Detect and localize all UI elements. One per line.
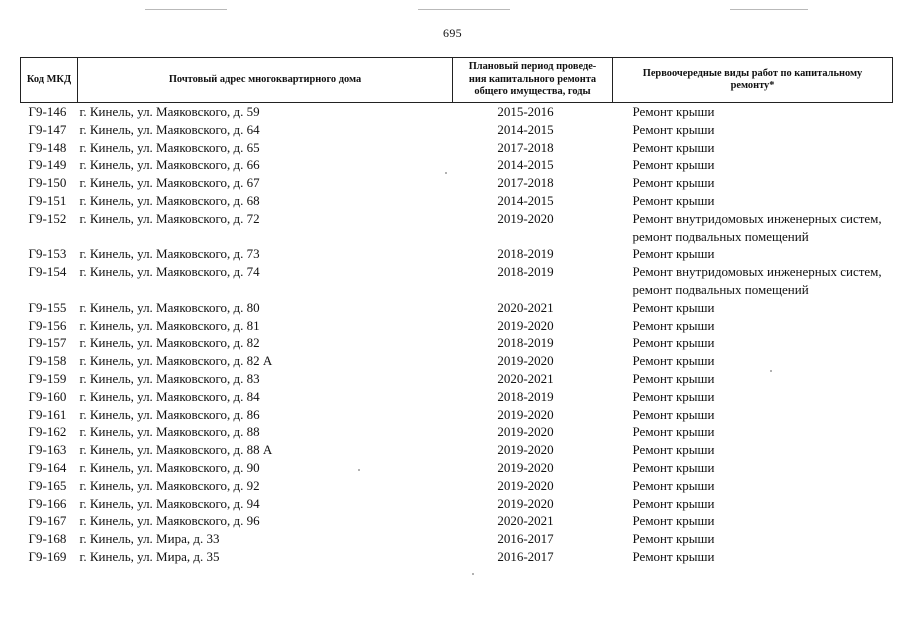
header-period-line: ния капитального ремонта (468, 73, 597, 85)
header-period-line: Плановый период проведе- (468, 61, 597, 73)
table-row (21, 423, 893, 441)
table-row (21, 388, 893, 406)
cell-period: 2019-2020 (497, 442, 554, 458)
table-row (21, 192, 893, 210)
cell-works (613, 352, 893, 370)
table-row (21, 263, 893, 299)
table-row (21, 352, 893, 370)
cell-address: г. Кинель, ул. Маяковского, д. 72 (79, 210, 260, 226)
cell-period: 2018-2019 (497, 264, 554, 280)
cell-address: г. Кинель, ул. Маяковского, д. 90 (79, 459, 260, 475)
header-code: Код МКД (21, 58, 78, 103)
cell-address: г. Кинель, ул. Маяковского, д. 68 (79, 192, 260, 208)
work-item: Ремонт крыши (632, 246, 715, 262)
cell-works (613, 317, 893, 335)
cell-address: г. Кинель, ул. Мира, д. 33 (79, 531, 220, 547)
cell-code: Г9-162 (28, 424, 67, 440)
table-row (21, 459, 893, 477)
cell-code: Г9-147 (28, 121, 67, 137)
cell-address: г. Кинель, ул. Маяковского, д. 59 (79, 104, 260, 119)
cell-code: Г9-158 (28, 353, 67, 369)
scan-speck (472, 573, 474, 575)
cell-works (613, 477, 893, 495)
table-row (21, 548, 893, 566)
cell-code: Г9-153 (28, 246, 67, 262)
cell-period: 2016-2017 (497, 531, 554, 547)
cell-code: Г9-155 (28, 299, 67, 315)
cell-address: г. Кинель, ул. Маяковского, д. 81 (79, 317, 260, 333)
cell-code: Г9-164 (28, 459, 67, 475)
table-row (21, 512, 893, 530)
cell-code: Г9-149 (28, 157, 67, 173)
cell-code: Г9-157 (28, 335, 67, 351)
work-item: Ремонт крыши (632, 139, 715, 155)
table-row (21, 103, 893, 121)
work-item: Ремонт крыши (632, 406, 715, 422)
cell-code: Г9-165 (28, 477, 67, 493)
cell-address: г. Кинель, ул. Мира, д. 35 (79, 548, 220, 564)
cell-works (613, 548, 893, 566)
cell-works (613, 210, 893, 246)
cell-code: Г9-152 (28, 210, 67, 226)
work-item: Ремонт крыши (632, 513, 715, 529)
cell-period: 2014-2015 (497, 192, 554, 208)
cell-works (613, 370, 893, 388)
table-row (21, 441, 893, 459)
cell-code: Г9-161 (28, 406, 67, 422)
cell-period: 2019-2020 (497, 317, 554, 333)
table-row (21, 121, 893, 139)
work-item: ремонт подвальных помещений (632, 281, 809, 297)
cell-code: Г9-168 (28, 531, 67, 547)
cell-code: Г9-150 (28, 175, 67, 191)
cell-address: г. Кинель, ул. Маяковского, д. 94 (79, 495, 260, 511)
cell-address: г. Кинель, ул. Маяковского, д. 74 (79, 264, 260, 280)
cell-code: Г9-151 (28, 192, 67, 208)
cell-works (613, 406, 893, 424)
cell-period: 2018-2019 (497, 335, 554, 351)
cell-works (613, 441, 893, 459)
cell-code: Г9-156 (28, 317, 67, 333)
table-row (21, 406, 893, 424)
work-item: Ремонт внутридомовых инженерных систем, (632, 264, 882, 280)
table-row (21, 174, 893, 192)
scan-artifact-right (730, 9, 808, 10)
cell-code: Г9-148 (28, 139, 67, 155)
work-item: Ремонт крыши (632, 157, 715, 173)
table-row (21, 495, 893, 513)
cell-period: 2019-2020 (497, 353, 554, 369)
cell-works (613, 299, 893, 317)
work-item: Ремонт крыши (632, 353, 715, 369)
cell-works (613, 192, 893, 210)
work-item: Ремонт крыши (632, 442, 715, 458)
table-row (21, 299, 893, 317)
work-item: Ремонт крыши (632, 424, 715, 440)
work-item: Ремонт крыши (632, 192, 715, 208)
cell-address: г. Кинель, ул. Маяковского, д. 80 (79, 299, 260, 315)
table-row (21, 530, 893, 548)
table-row (21, 139, 893, 157)
work-item: Ремонт крыши (632, 104, 715, 119)
cell-address: г. Кинель, ул. Маяковского, д. 65 (79, 139, 260, 155)
scan-artifact-left (145, 9, 227, 10)
cell-works (613, 245, 893, 263)
work-item: Ремонт крыши (632, 370, 715, 386)
cell-address: г. Кинель, ул. Маяковского, д. 84 (79, 388, 260, 404)
capital-repair-table (20, 57, 893, 566)
cell-period: 2019-2020 (497, 459, 554, 475)
work-item: Ремонт крыши (632, 459, 715, 475)
cell-works (613, 121, 893, 139)
cell-address: г. Кинель, ул. Маяковского, д. 82 (79, 335, 260, 351)
work-item: Ремонт крыши (632, 531, 715, 547)
cell-works (613, 530, 893, 548)
header-period-line: общего имущества, годы (474, 86, 591, 98)
cell-period: 2018-2019 (497, 246, 554, 262)
cell-code: Г9-160 (28, 388, 67, 404)
cell-code: Г9-146 (28, 104, 67, 119)
cell-works (613, 423, 893, 441)
cell-period: 2019-2020 (497, 477, 554, 493)
table-row (21, 334, 893, 352)
work-item: Ремонт крыши (632, 121, 715, 137)
cell-period: 2020-2021 (497, 299, 554, 315)
header-works (613, 58, 893, 103)
cell-address: г. Кинель, ул. Маяковского, д. 92 (79, 477, 260, 493)
work-item: Ремонт крыши (632, 477, 715, 493)
cell-address: г. Кинель, ул. Маяковского, д. 66 (79, 157, 260, 173)
table-row (21, 370, 893, 388)
work-item: Ремонт крыши (632, 548, 715, 564)
cell-works (613, 139, 893, 157)
cell-period: 2019-2020 (497, 210, 554, 226)
cell-period: 2019-2020 (497, 495, 554, 511)
cell-works (613, 512, 893, 530)
table-body (21, 103, 893, 566)
cell-address: г. Кинель, ул. Маяковского, д. 86 (79, 406, 260, 422)
cell-address: г. Кинель, ул. Маяковского, д. 82 А (79, 353, 273, 369)
cell-period: 2015-2016 (497, 104, 554, 119)
header-period (453, 58, 613, 103)
cell-period: 2016-2017 (497, 548, 554, 564)
work-item: Ремонт крыши (632, 335, 715, 351)
work-item: Ремонт крыши (632, 299, 715, 315)
cell-address: г. Кинель, ул. Маяковского, д. 67 (79, 175, 260, 191)
cell-address: г. Кинель, ул. Маяковского, д. 96 (79, 513, 260, 529)
cell-works (613, 174, 893, 192)
work-item: Ремонт крыши (632, 495, 715, 511)
work-item: Ремонт внутридомовых инженерных систем, (632, 210, 882, 226)
work-item: Ремонт крыши (632, 175, 715, 191)
cell-period: 2014-2015 (497, 157, 554, 173)
cell-works (613, 459, 893, 477)
cell-code: Г9-167 (28, 513, 67, 529)
page-number: 695 (443, 26, 462, 40)
cell-works (613, 388, 893, 406)
table-row (21, 210, 893, 246)
cell-works (613, 156, 893, 174)
cell-period: 2017-2018 (497, 139, 554, 155)
cell-address: г. Кинель, ул. Маяковского, д. 64 (79, 121, 260, 137)
scan-artifact-center (418, 9, 510, 10)
cell-period: 2020-2021 (497, 370, 554, 386)
cell-period: 2014-2015 (497, 121, 554, 137)
table-row (21, 156, 893, 174)
cell-works (613, 263, 893, 299)
cell-period: 2019-2020 (497, 424, 554, 440)
cell-works (613, 334, 893, 352)
header-address: Почтовый адрес многоквартирного дома (78, 58, 453, 103)
header-works-line: Первоочередные виды работ по капитальному (642, 67, 863, 79)
table-row (21, 477, 893, 495)
cell-period: 2019-2020 (497, 406, 554, 422)
cell-period: 2017-2018 (497, 175, 554, 191)
cell-works (613, 103, 893, 121)
cell-code: Г9-169 (28, 548, 67, 564)
cell-code: Г9-166 (28, 495, 67, 511)
cell-period: 2018-2019 (497, 388, 554, 404)
work-item: Ремонт крыши (632, 388, 715, 404)
table-row (21, 245, 893, 263)
cell-address: г. Кинель, ул. Маяковского, д. 88 (79, 424, 260, 440)
cell-address: г. Кинель, ул. Маяковского, д. 73 (79, 246, 260, 262)
cell-address: г. Кинель, ул. Маяковского, д. 83 (79, 370, 260, 386)
header-works-line: ремонту* (730, 80, 775, 91)
cell-code: Г9-163 (28, 442, 67, 458)
cell-works (613, 495, 893, 513)
table-header (21, 58, 893, 103)
cell-code: Г9-154 (28, 264, 67, 280)
work-item: ремонт подвальных помещений (632, 228, 809, 244)
cell-address: г. Кинель, ул. Маяковского, д. 88 А (79, 442, 273, 458)
table-row (21, 317, 893, 335)
cell-code: Г9-159 (28, 370, 67, 386)
work-item: Ремонт крыши (632, 317, 715, 333)
cell-period: 2020-2021 (497, 513, 554, 529)
